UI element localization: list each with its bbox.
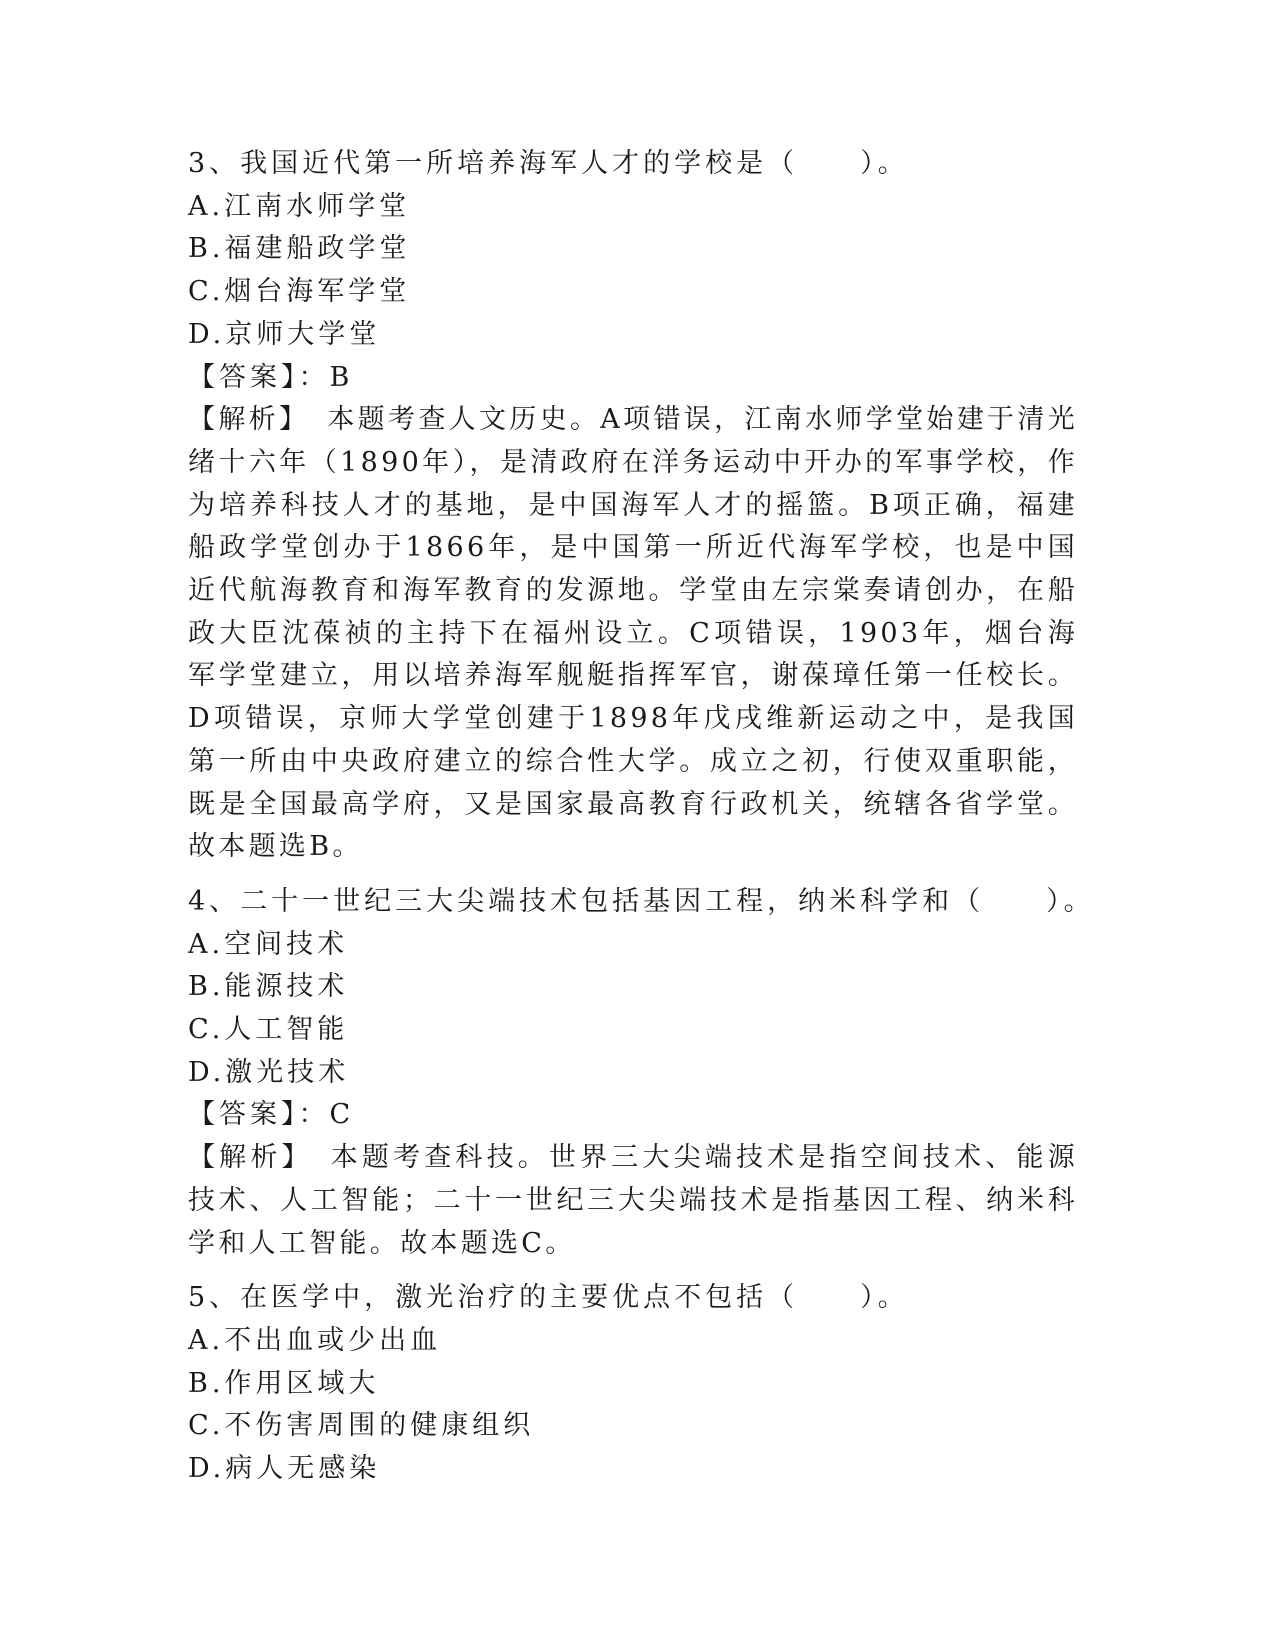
question-3 — [188, 143, 1078, 869]
option-d: D.病人无感染 — [188, 1453, 381, 1485]
answer-line: 【答案】：C — [188, 1099, 355, 1131]
explanation-label: 【解析】 — [188, 404, 310, 436]
explanation-text: 本题考查科技。世界三大尖端技术是指空间技术、能源技术、人工智能；二十一世纪三大尖端技术是指基因工程、纳米科学和人工智能。故本题选C。 — [188, 1142, 1079, 1259]
option-d: D.京师大学堂 — [188, 318, 381, 350]
exam-content — [188, 143, 1095, 1491]
explanation-paragraph — [188, 399, 1078, 869]
option-d: D.激光技术 — [188, 1056, 350, 1088]
option-a: A.江南水师学堂 — [188, 190, 411, 222]
option-a: A.不出血或少出血 — [188, 1324, 442, 1356]
option-b: B.作用区域大 — [188, 1367, 380, 1399]
question-stem: 4、二十一世纪三大尖端技术包括基因工程，纳米科学和（ ）。 — [188, 885, 1095, 917]
question-stem: 3、我国近代第一所培养海军人才的学校是（ ）。 — [188, 148, 909, 179]
question-5 — [188, 1277, 1078, 1491]
option-b: B.能源技术 — [188, 971, 349, 1003]
answer-line: 【答案】：B — [188, 361, 354, 393]
explanation-text: 本题考查人文历史。A项错误，江南水师学堂始建于清光绪十六年（1890年），是清政府在洋务运动中开办的军事学校，作为培养科技人才的基地，是中国海军人才的摇篮。B项正确，福建船政学堂创办于1866年，是中国第一所近代海军学校，也是中国近代航海教育和海军教育的发源地。学堂由左宗棠奏请创办，在船政大臣沈葆祯的主持下在福州设立。C项错误，1903年，烟台海军学堂建立，用以培养海军舰艇指挥军官，谢葆璋任第一任校长。D项错误，京师大学堂创建于1898年戊戌维新运动之中，是我国第一所由中央政府建立的综合性大学。成立之初，行使双重职能，既是全国最高学府，又是国家最高教育行政机关，统辖各省学堂。故本题选B。 — [188, 404, 1079, 863]
option-c: C.人工智能 — [188, 1014, 349, 1046]
question-4 — [188, 881, 1095, 1265]
question-stem: 5、在医学中，激光治疗的主要优点不包括（ ）。 — [188, 1282, 909, 1314]
option-c: C.烟台海军学堂 — [188, 276, 411, 308]
option-c: C.不伤害周围的健康组织 — [188, 1410, 535, 1442]
option-b: B.福建船政学堂 — [188, 233, 411, 265]
explanation-label: 【解析】 — [188, 1142, 313, 1174]
explanation-paragraph — [188, 1137, 1078, 1265]
option-a: A.空间技术 — [188, 928, 349, 960]
